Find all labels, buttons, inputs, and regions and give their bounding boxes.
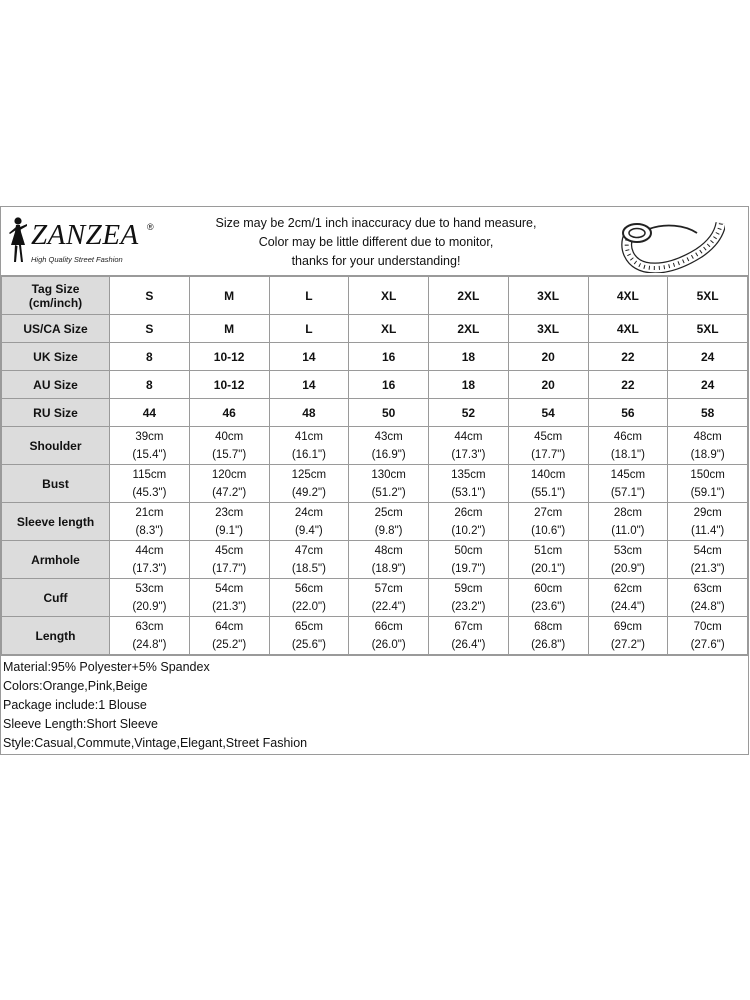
measurement-cell xyxy=(189,465,269,503)
size-cell: 14 xyxy=(269,343,349,371)
row-label: Armhole xyxy=(2,541,110,579)
value-inch: (22.0") xyxy=(291,600,326,613)
size-cell: L xyxy=(269,315,349,343)
value-cm: 41cm xyxy=(294,430,323,443)
value-cm: 44cm xyxy=(135,544,164,557)
value-cm: 29cm xyxy=(693,506,722,519)
value-inch: (20.9") xyxy=(610,562,645,575)
size-cell: 16 xyxy=(349,343,429,371)
size-cell: S xyxy=(110,277,190,315)
size-cell: 24 xyxy=(668,343,748,371)
size-cell: 5XL xyxy=(668,315,748,343)
value-cm: 120cm xyxy=(211,468,247,481)
measurement-cell xyxy=(668,503,748,541)
measurement-cell xyxy=(269,541,349,579)
size-cell: M xyxy=(189,315,269,343)
value-inch: (11.4") xyxy=(690,524,725,537)
value-cm: 68cm xyxy=(534,620,563,633)
value-inch: (27.2") xyxy=(610,638,645,651)
notice-line: Size may be 2cm/1 inch inaccuracy due to hand measure, xyxy=(215,216,537,230)
value-cm: 45cm xyxy=(534,430,563,443)
value-cm: 46cm xyxy=(613,430,642,443)
measurement-cell xyxy=(269,465,349,503)
measurement-cell xyxy=(189,541,269,579)
size-cell: 22 xyxy=(588,343,668,371)
measuring-tape-icon xyxy=(615,213,725,273)
size-cell: 24 xyxy=(668,371,748,399)
value-cm: 51cm xyxy=(534,544,563,557)
value-inch: (15.7") xyxy=(212,448,247,461)
value-cm: 59cm xyxy=(454,582,483,595)
value-inch: (23.2") xyxy=(451,600,486,613)
measurement-cell xyxy=(269,579,349,617)
measurement-row xyxy=(2,465,748,503)
row-label: Length xyxy=(2,617,110,655)
brand-tagline: High Quality Street Fashion xyxy=(31,255,123,264)
measurement-cell xyxy=(588,503,668,541)
size-cell: 20 xyxy=(508,343,588,371)
value-inch: (20.1") xyxy=(531,562,566,575)
value-cm: 24cm xyxy=(294,506,323,519)
size-row xyxy=(2,399,748,427)
value-inch: (26.0") xyxy=(371,638,406,651)
measurement-row xyxy=(2,579,748,617)
woman-silhouette-icon xyxy=(5,215,31,265)
value-cm: 39cm xyxy=(135,430,164,443)
value-cm: 25cm xyxy=(374,506,403,519)
value-inch: (21.3") xyxy=(690,562,725,575)
size-cell: 16 xyxy=(349,371,429,399)
value-cm: 48cm xyxy=(693,430,722,443)
measurement-cell xyxy=(588,427,668,465)
value-inch: (49.2") xyxy=(291,486,326,499)
row-label: Tag Size (cm/inch) xyxy=(2,277,110,315)
value-cm: 70cm xyxy=(693,620,722,633)
measurement-row xyxy=(2,541,748,579)
measurement-cell xyxy=(508,541,588,579)
value-inch: (15.4") xyxy=(132,448,167,461)
value-inch: (25.2") xyxy=(212,638,247,651)
measurement-cell xyxy=(429,579,509,617)
info-style: Style:Casual,Commute,Vintage,Elegant,Street Fashion xyxy=(3,736,308,750)
value-inch: (23.6") xyxy=(531,600,566,613)
info-package: Package include:1 Blouse xyxy=(3,698,147,712)
value-cm: 44cm xyxy=(454,430,483,443)
measurement-cell xyxy=(429,541,509,579)
value-inch: (24.8") xyxy=(132,638,167,651)
value-inch: (18.5") xyxy=(291,562,326,575)
measurement-cell xyxy=(349,503,429,541)
measurement-row xyxy=(2,503,748,541)
value-inch: (59.1") xyxy=(690,486,725,499)
row-label: Shoulder xyxy=(2,427,110,465)
value-cm: 135cm xyxy=(451,468,486,481)
value-inch: (18.1") xyxy=(610,448,645,461)
size-cell: 44 xyxy=(110,399,190,427)
value-inch: (47.2") xyxy=(212,486,247,499)
brand-name: ZANZEA xyxy=(31,219,139,251)
value-inch: (17.3") xyxy=(132,562,167,575)
row-label: Bust xyxy=(2,465,110,503)
size-cell: 46 xyxy=(189,399,269,427)
measurement-cell xyxy=(668,427,748,465)
value-inch: (11.0") xyxy=(611,524,645,537)
value-cm: 23cm xyxy=(215,506,244,519)
value-cm: 47cm xyxy=(294,544,323,557)
size-cell: 8 xyxy=(110,343,190,371)
row-label: AU Size xyxy=(2,371,110,399)
measurement-cell xyxy=(349,579,429,617)
measurement-cell xyxy=(429,465,509,503)
row-label: US/CA Size xyxy=(2,315,110,343)
measurement-cell xyxy=(269,503,349,541)
value-inch: (25.6") xyxy=(291,638,326,651)
value-cm: 63cm xyxy=(693,582,722,595)
value-cm: 57cm xyxy=(374,582,403,595)
value-inch: (10.2") xyxy=(451,524,486,537)
value-cm: 48cm xyxy=(374,544,403,557)
size-cell: 2XL xyxy=(429,277,509,315)
size-cell: 20 xyxy=(508,371,588,399)
measurement-cell xyxy=(110,427,190,465)
measurement-cell xyxy=(189,503,269,541)
value-inch: (18.9") xyxy=(690,448,725,461)
value-cm: 40cm xyxy=(215,430,244,443)
value-cm: 125cm xyxy=(291,468,327,481)
value-inch: (55.1") xyxy=(531,486,566,499)
value-inch: (9.1") xyxy=(215,524,243,537)
value-cm: 140cm xyxy=(530,468,566,481)
brand-logo xyxy=(5,213,165,271)
measurement-cell xyxy=(189,617,269,655)
value-inch: (19.7") xyxy=(451,562,486,575)
value-inch: (26.8") xyxy=(531,638,566,651)
measurement-cell xyxy=(668,579,748,617)
measurement-cell xyxy=(508,503,588,541)
value-inch: (18.9") xyxy=(371,562,406,575)
measurement-cell xyxy=(508,465,588,503)
value-cm: 150cm xyxy=(690,468,725,481)
value-inch: (51.2") xyxy=(371,486,406,499)
value-cm: 66cm xyxy=(374,620,403,633)
size-row xyxy=(2,371,748,399)
measurement-cell xyxy=(668,617,748,655)
value-cm: 65cm xyxy=(294,620,323,633)
value-inch: (27.6") xyxy=(690,638,725,651)
measurement-cell xyxy=(110,503,190,541)
size-cell: 4XL xyxy=(588,315,668,343)
row-label: Sleeve length xyxy=(2,503,110,541)
value-cm: 67cm xyxy=(454,620,483,633)
size-row xyxy=(2,277,748,315)
size-row xyxy=(2,343,748,371)
measurement-cell xyxy=(588,541,668,579)
size-cell: 3XL xyxy=(508,315,588,343)
value-inch: (17.3") xyxy=(451,448,486,461)
value-inch: (53.1") xyxy=(451,486,486,499)
info-material: Material:95% Polyester+5% Spandex xyxy=(3,660,210,674)
value-inch: (21.3") xyxy=(212,600,247,613)
value-cm: 69cm xyxy=(613,620,642,633)
registered-mark: ® xyxy=(147,222,154,232)
value-inch: (24.8") xyxy=(690,600,725,613)
value-cm: 50cm xyxy=(454,544,483,557)
value-cm: 130cm xyxy=(371,468,406,481)
row-label: RU Size xyxy=(2,399,110,427)
size-row xyxy=(2,315,748,343)
measurement-cell xyxy=(269,427,349,465)
value-inch: (9.8") xyxy=(374,524,403,537)
value-cm: 45cm xyxy=(215,544,244,557)
size-cell: 56 xyxy=(588,399,668,427)
measurement-cell xyxy=(110,617,190,655)
measurement-cell xyxy=(508,617,588,655)
size-cell: 3XL xyxy=(508,277,588,315)
measurement-cell xyxy=(429,427,509,465)
size-cell: 2XL xyxy=(429,315,509,343)
value-cm: 53cm xyxy=(613,544,642,557)
value-cm: 54cm xyxy=(693,544,722,557)
value-cm: 28cm xyxy=(613,506,642,519)
value-inch: (16.1") xyxy=(291,448,326,461)
measurement-cell xyxy=(668,541,748,579)
measurement-row xyxy=(2,617,748,655)
value-cm: 21cm xyxy=(135,506,164,519)
value-inch: (9.4") xyxy=(295,524,323,537)
measurement-cell xyxy=(588,465,668,503)
value-inch: (17.7") xyxy=(212,562,247,575)
size-cell: 18 xyxy=(429,371,509,399)
product-info xyxy=(1,655,748,753)
size-cell: 52 xyxy=(429,399,509,427)
row-label: Cuff xyxy=(2,579,110,617)
value-inch: (20.9") xyxy=(132,600,167,613)
measurement-cell xyxy=(668,465,748,503)
value-cm: 62cm xyxy=(613,582,642,595)
size-cell: 22 xyxy=(588,371,668,399)
value-cm: 54cm xyxy=(215,582,244,595)
size-chart xyxy=(0,206,749,755)
value-inch: (57.1") xyxy=(610,486,645,499)
size-cell: L xyxy=(269,277,349,315)
value-inch: (26.4") xyxy=(451,638,486,651)
notice-line: Color may be little different due to monitor, xyxy=(258,235,494,249)
size-cell: 14 xyxy=(269,371,349,399)
size-cell: XL xyxy=(349,277,429,315)
size-cell: S xyxy=(110,315,190,343)
measurement-cell xyxy=(349,427,429,465)
value-cm: 63cm xyxy=(135,620,164,633)
measurement-cell xyxy=(429,617,509,655)
value-inch: (45.3") xyxy=(132,486,167,499)
value-cm: 53cm xyxy=(135,582,164,595)
size-cell: 48 xyxy=(269,399,349,427)
value-cm: 27cm xyxy=(534,506,563,519)
measurement-notice xyxy=(181,214,571,271)
notice-line: thanks for your understanding! xyxy=(291,254,461,268)
measurement-cell xyxy=(189,579,269,617)
value-cm: 56cm xyxy=(294,582,323,595)
size-table xyxy=(1,276,748,655)
value-inch: (17.7") xyxy=(531,448,566,461)
size-cell: 54 xyxy=(508,399,588,427)
value-cm: 115cm xyxy=(132,468,167,481)
measurement-cell xyxy=(349,541,429,579)
size-cell: 10-12 xyxy=(189,371,269,399)
size-cell: XL xyxy=(349,315,429,343)
measurement-cell xyxy=(588,617,668,655)
value-inch: (8.3") xyxy=(135,524,164,537)
size-cell: M xyxy=(189,277,269,315)
measurement-cell xyxy=(429,503,509,541)
size-cell: 5XL xyxy=(668,277,748,315)
chart-header xyxy=(1,207,748,276)
value-inch: (24.4") xyxy=(610,600,645,613)
measurement-cell xyxy=(269,617,349,655)
value-cm: 43cm xyxy=(374,430,403,443)
measurement-cell xyxy=(508,579,588,617)
measurement-cell xyxy=(110,465,190,503)
size-cell: 58 xyxy=(668,399,748,427)
size-cell: 50 xyxy=(349,399,429,427)
size-cell: 4XL xyxy=(588,277,668,315)
measurement-cell xyxy=(588,579,668,617)
info-colors: Colors:Orange,Pink,Beige xyxy=(3,679,148,693)
measurement-cell xyxy=(349,465,429,503)
size-cell: 8 xyxy=(110,371,190,399)
row-label: UK Size xyxy=(2,343,110,371)
value-inch: (10.6") xyxy=(531,524,566,537)
measurement-cell xyxy=(349,617,429,655)
size-cell: 18 xyxy=(429,343,509,371)
value-cm: 60cm xyxy=(534,582,563,595)
value-inch: (16.9") xyxy=(371,448,406,461)
measurement-cell xyxy=(189,427,269,465)
info-sleeve-length: Sleeve Length:Short Sleeve xyxy=(3,717,158,731)
measurement-cell xyxy=(110,579,190,617)
value-cm: 26cm xyxy=(454,506,483,519)
measurement-row xyxy=(2,427,748,465)
measurement-cell xyxy=(110,541,190,579)
value-cm: 145cm xyxy=(610,468,646,481)
value-inch: (22.4") xyxy=(371,600,406,613)
value-cm: 64cm xyxy=(215,620,244,633)
measurement-cell xyxy=(508,427,588,465)
size-cell: 10-12 xyxy=(189,343,269,371)
